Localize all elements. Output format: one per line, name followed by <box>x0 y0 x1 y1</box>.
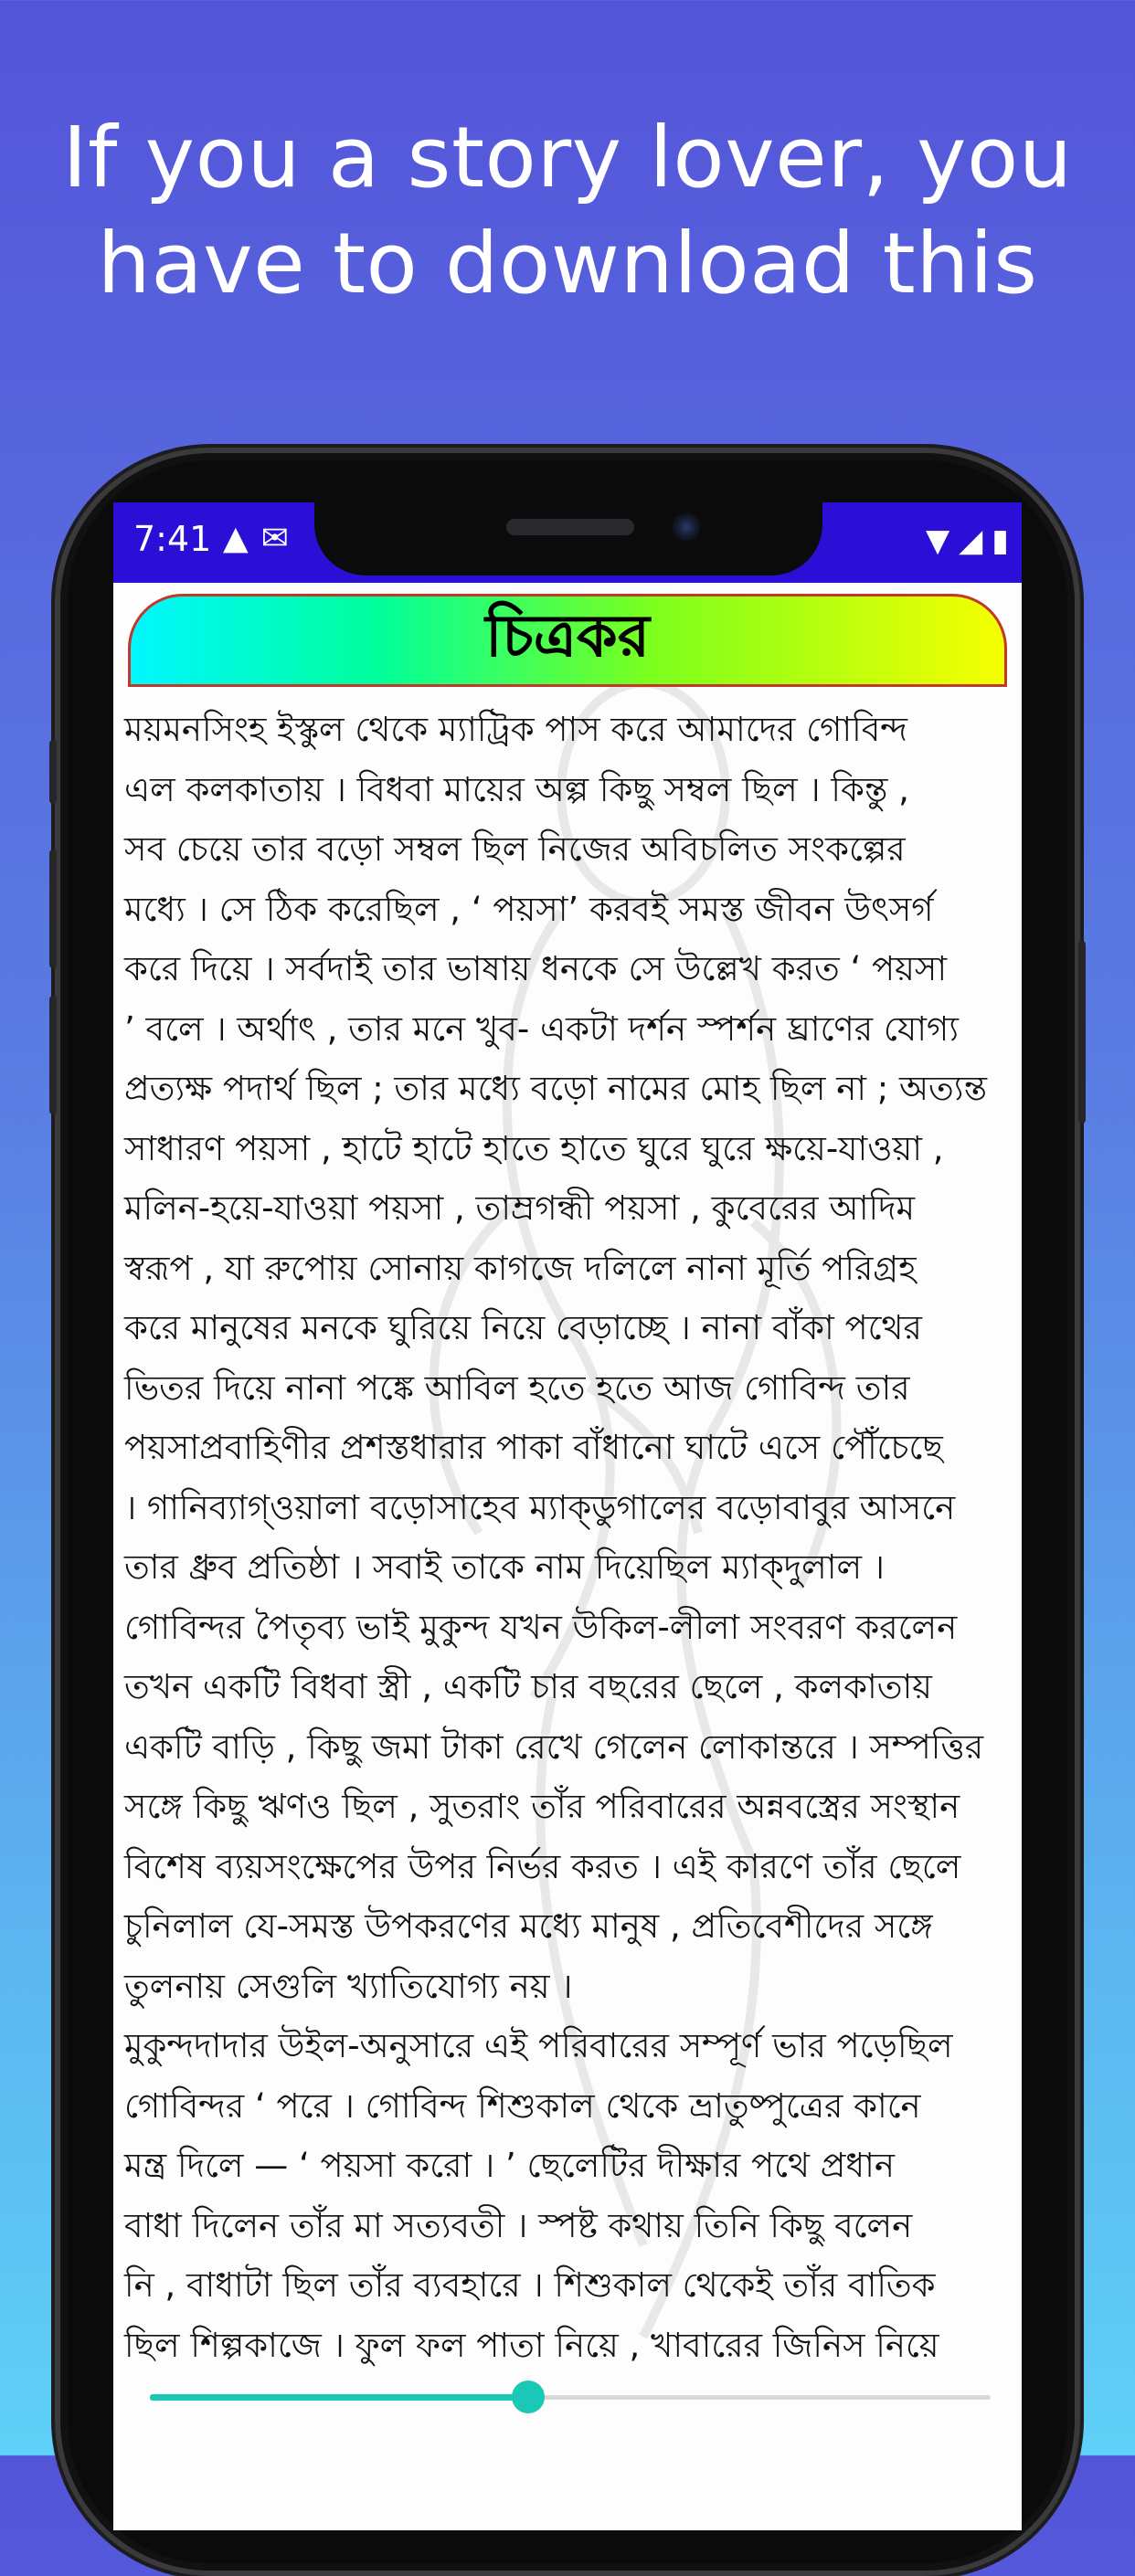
phone-silent-switch <box>49 740 57 804</box>
story-line: ময়মনসিংহ ইস্কুল থেকে ম্যাট্রিক পাস করে আমাদের গোবিন্দ <box>124 710 907 749</box>
story-line: প্রত্যক্ষ পদার্থ ছিল ; তার মধ্যে বড়ো নামের মোহ ছিল না ; অত্যন্ত <box>124 1069 988 1108</box>
story-line: তুলনায় সেগুলি খ্যাতিযোগ্য নয় । <box>124 1966 573 2006</box>
story-text <box>124 700 1011 2365</box>
promo-headline-line-2: have to download this <box>97 215 1038 312</box>
promo-headline-line-1: If you a story lover, you <box>62 109 1073 206</box>
story-line: তার ধ্রুব প্রতিষ্ঠা । সবাই তাকে নাম দিয়েছিল ম্যাক্‌দুলাল । <box>124 1547 886 1587</box>
phone-volume-up-button <box>49 850 57 968</box>
gmail-icon: ✉ <box>260 520 289 557</box>
phone-notch <box>314 484 822 575</box>
wifi-icon: ▼ <box>925 523 950 559</box>
earpiece-speaker <box>506 519 634 535</box>
story-line: করে দিয়ে । সর্বদাই তার ভাষায় ধনকে সে উল্লেখ করত ‘ পয়সা <box>124 949 948 988</box>
story-line: পয়সাপ্রবাহিণীর প্রশস্তধারার পাকা বাঁধানো ঘাটে এসে পৌঁচেছে <box>124 1428 943 1467</box>
status-time: 7:41 <box>133 519 212 559</box>
story-line: তখন একটি বিধবা স্ত্রী , একটি চার বছরের ছেলে , কলকাতায় <box>124 1667 932 1706</box>
story-line: একটি বাড়ি , কিছু জমা টাকা রেখে গেলেন লোকান্তরে । সম্পত্তির <box>124 1726 984 1767</box>
alert-icon: ▲ <box>223 520 249 557</box>
story-title-banner <box>128 594 1007 687</box>
phone-screen <box>113 502 1022 2530</box>
story-line: সাধারণ পয়সা , হাটে হাটে হাতে হাতে ঘুরে ঘুরে ক্ষয়ে-যাওয়া , <box>124 1128 944 1168</box>
promo-headline <box>55 105 1080 317</box>
story-line: ছিল শিল্পকাজে । ফুল ফল পাতা নিয়ে , খাবারের জিনিস নিয়ে <box>124 2325 939 2365</box>
status-system-icons <box>926 523 1009 559</box>
slider-thumb[interactable] <box>512 2381 545 2413</box>
story-line: ’ বলে । অর্থাৎ , তার মনে খুব- একটা দর্শন স্পর্শন ঘ্রাণের যোগ্য <box>124 1008 959 1049</box>
reader-content[interactable] <box>113 583 1022 2530</box>
status-notification-icons <box>223 521 289 557</box>
story-line: মলিন-হয়ে-যাওয়া পয়সা , তাম্রগন্ধী পয়সা , কুবেরের আদিম <box>124 1188 916 1228</box>
story-line: মধ্যে । সে ঠিক করেছিল , ‘ পয়সা’ করবই সমস্ত জীবন উৎসর্গ <box>124 889 934 929</box>
front-camera <box>673 513 700 541</box>
story-line: সব চেয়ে তার বড়ো সম্বল ছিল নিজের অবিচলিত সংকল্পের <box>124 829 906 869</box>
story-line: মুকুন্দদাদার উইল-অনুসারে এই পরিবারের সম্পূর্ণ ভার পড়েছিল <box>124 2026 953 2065</box>
story-title: চিত্রকর <box>485 601 650 670</box>
phone-frame <box>55 448 1080 2576</box>
reading-progress-slider[interactable] <box>150 2379 991 2415</box>
battery-icon: ▮ <box>992 523 1009 559</box>
story-line: চুনিলাল যে-সমস্ত উপকরণের মধ্যে মানুষ , প্রতিবেশীদের সঙ্গে <box>124 1906 933 1946</box>
story-line: সঙ্গে কিছু ঋণও ছিল , সুতরাং তাঁর পরিবারের অন্নবস্ত্রের সংস্থান <box>124 1787 960 1826</box>
story-line: গোবিন্দর ‘ পরে । গোবিন্দ শিশুকাল থেকে ভ্রাতুষ্পুত্রের কানে <box>124 2085 921 2126</box>
phone-power-button <box>1078 941 1086 1124</box>
story-line: ভিতর দিয়ে নানা পঙ্কে আবিল হতে হতে আজ গোবিন্দ তার <box>124 1367 910 1408</box>
story-line: স্বরূপ , যা রুপোয় সোনায় কাগজে দলিলে নানা মূর্তি পরিগ্রহ <box>124 1248 917 1288</box>
slider-fill <box>150 2394 528 2401</box>
phone-volume-down-button <box>49 996 57 1114</box>
story-line: বাধা দিলেন তাঁর মা সত্যবতী । স্পষ্ট কথায় তিনি কিছু বলেন <box>124 2205 913 2245</box>
story-line: করে মানুষের মনকে ঘুরিয়ে নিয়ে বেড়াচ্ছে । নানা বাঁকা পথের <box>124 1308 922 1347</box>
signal-icon: ◢ <box>959 523 983 559</box>
story-line: । গানিব্যাগ্‌ওয়ালা বড়োসাহেব ম্যাক্‌ডুগালের বড়োবাবুর আসনে <box>124 1487 956 1527</box>
story-line: বিশেষ ব্যয়সংক্ষেপের উপর নির্ভর করত । এই কারণে তাঁর ছেলে <box>124 1846 961 1886</box>
story-line: গোবিন্দর পৈতৃব্য ভাই মুকুন্দ যখন উকিল-লীলা সংবরণ করলেন <box>124 1607 958 1647</box>
story-line: নি , বাধাটা ছিল তাঁর ব্যবহারে । শিশুকাল থেকেই তাঁর বাতিক <box>124 2265 936 2305</box>
story-line: মন্ত্র দিলে — ‘ পয়সা করো । ’ ছেলেটির দীক্ষার পথে প্রধান <box>124 2146 895 2185</box>
story-line: এল কলকাতায় । বিধবা মায়ের অল্প কিছু সম্বল ছিল । কিন্তু , <box>124 769 909 809</box>
